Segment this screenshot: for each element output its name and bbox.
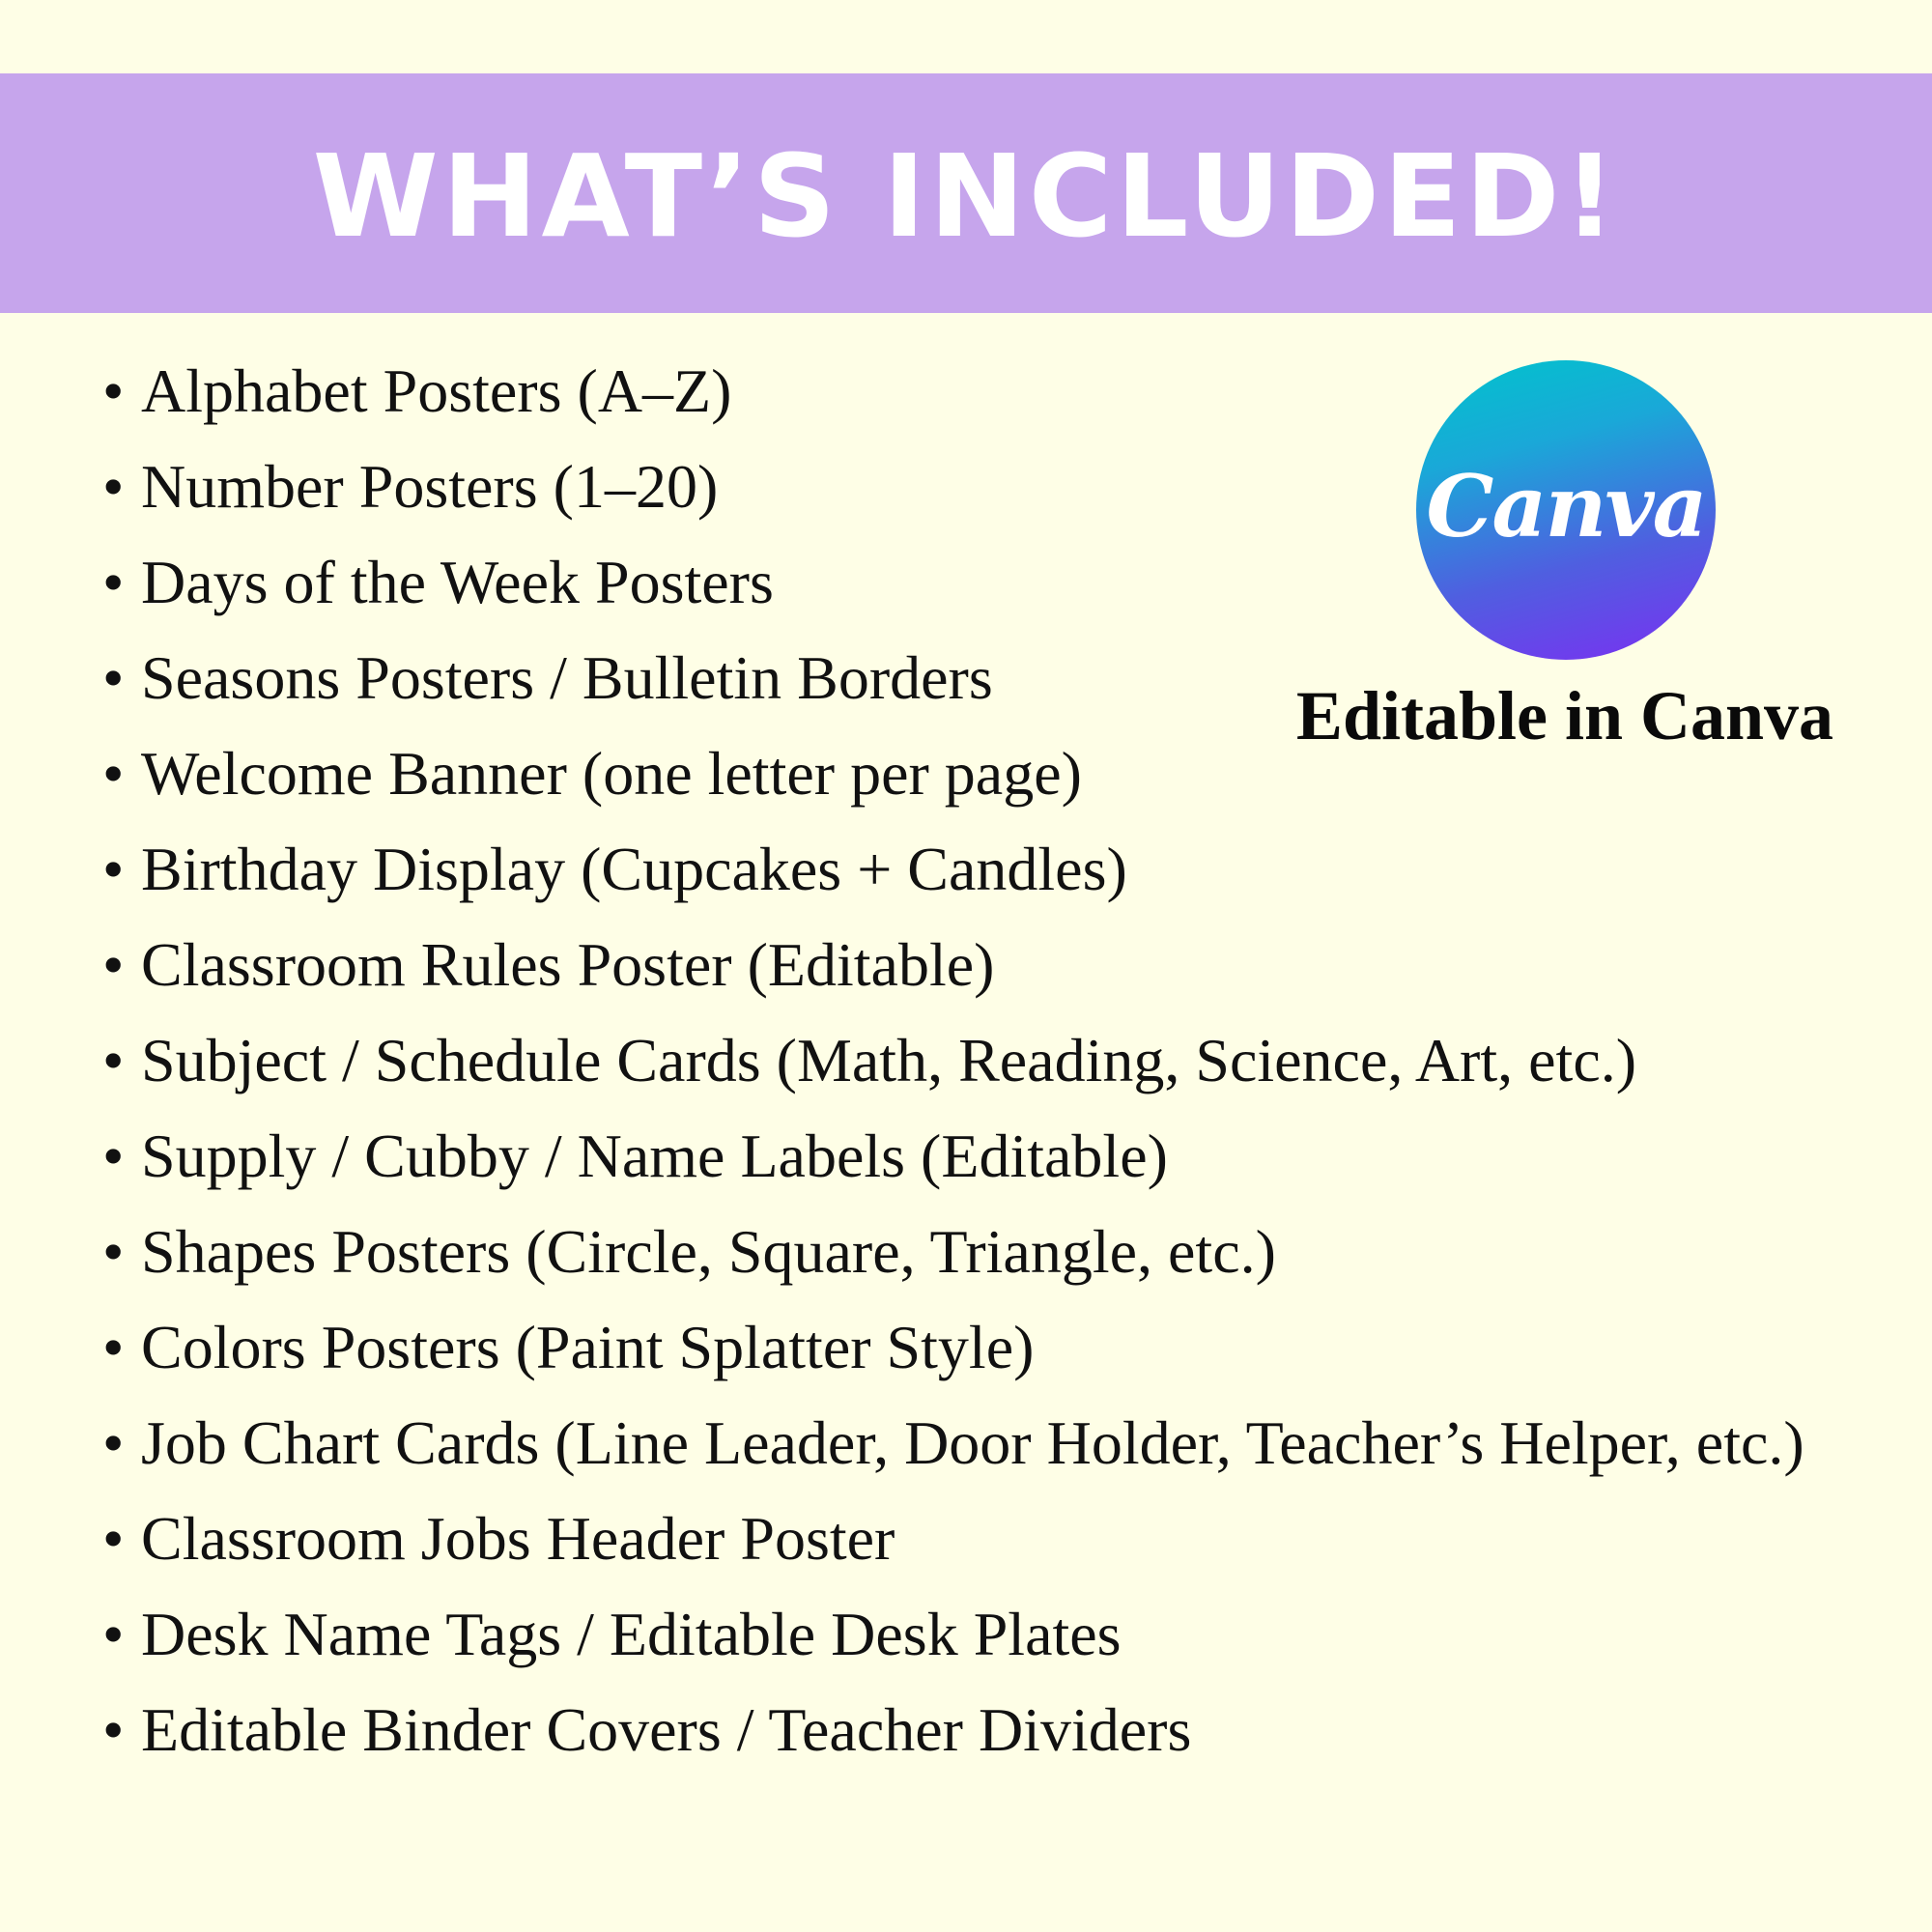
list-item-label: Editable Binder Covers / Teacher Dividers: [141, 1695, 1192, 1764]
bullet-icon: •: [102, 930, 125, 999]
list-item: [97, 1108, 1864, 1204]
list-item: [97, 1491, 1864, 1586]
page-title: WHAT’S INCLUDED!: [312, 129, 1620, 263]
list-item-label: Number Posters (1–20): [141, 452, 719, 521]
bullet-icon: •: [102, 643, 125, 712]
bullet-icon: •: [102, 548, 125, 616]
list-item-label: Seasons Posters / Bulletin Borders: [141, 643, 993, 712]
list-item: [97, 1586, 1864, 1682]
header-band: [0, 73, 1932, 313]
bullet-icon: •: [102, 1217, 125, 1286]
list-item: [97, 1682, 1864, 1777]
list-item: [97, 917, 1864, 1012]
bullet-icon: •: [102, 1408, 125, 1477]
list-item-label: Subject / Schedule Cards (Math, Reading, Science, Art, etc.): [141, 1026, 1637, 1094]
list-item: [97, 1012, 1864, 1108]
list-item-label: Supply / Cubby / Name Labels (Editable): [141, 1122, 1168, 1190]
list-item: [97, 1299, 1864, 1395]
list-item-label: Shapes Posters (Circle, Square, Triangle, etc.): [141, 1217, 1276, 1286]
list-item-label: Classroom Rules Poster (Editable): [141, 930, 995, 999]
list-item-label: Birthday Display (Cupcakes + Candles): [141, 835, 1127, 903]
bullet-icon: •: [102, 739, 125, 808]
bullet-icon: •: [102, 356, 125, 425]
canva-caption: Editable in Canva: [1295, 677, 1834, 754]
bullet-icon: •: [102, 1313, 125, 1381]
bullet-icon: •: [102, 1026, 125, 1094]
canva-logo-text: Canva: [1426, 456, 1706, 556]
list-item: [97, 821, 1864, 917]
list-item-label: Alphabet Posters (A–Z): [141, 356, 732, 425]
bullet-icon: •: [102, 1122, 125, 1190]
bullet-icon: •: [102, 452, 125, 521]
list-item-label: Desk Name Tags / Editable Desk Plates: [141, 1600, 1122, 1668]
list-item: [97, 1395, 1864, 1491]
bullet-icon: •: [102, 1600, 125, 1668]
bullet-icon: •: [102, 1504, 125, 1573]
list-item-label: Welcome Banner (one letter per page): [141, 739, 1082, 808]
list-item-label: Job Chart Cards (Line Leader, Door Holder, Teacher’s Helper, etc.): [141, 1408, 1804, 1477]
bullet-icon: •: [102, 1695, 125, 1764]
list-item-label: Colors Posters (Paint Splatter Style): [141, 1313, 1035, 1381]
bullet-icon: •: [102, 835, 125, 903]
list-item: [97, 1204, 1864, 1299]
list-item-label: Days of the Week Posters: [141, 548, 774, 616]
canva-logo-icon: [1416, 360, 1716, 660]
list-item-label: Classroom Jobs Header Poster: [141, 1504, 895, 1573]
